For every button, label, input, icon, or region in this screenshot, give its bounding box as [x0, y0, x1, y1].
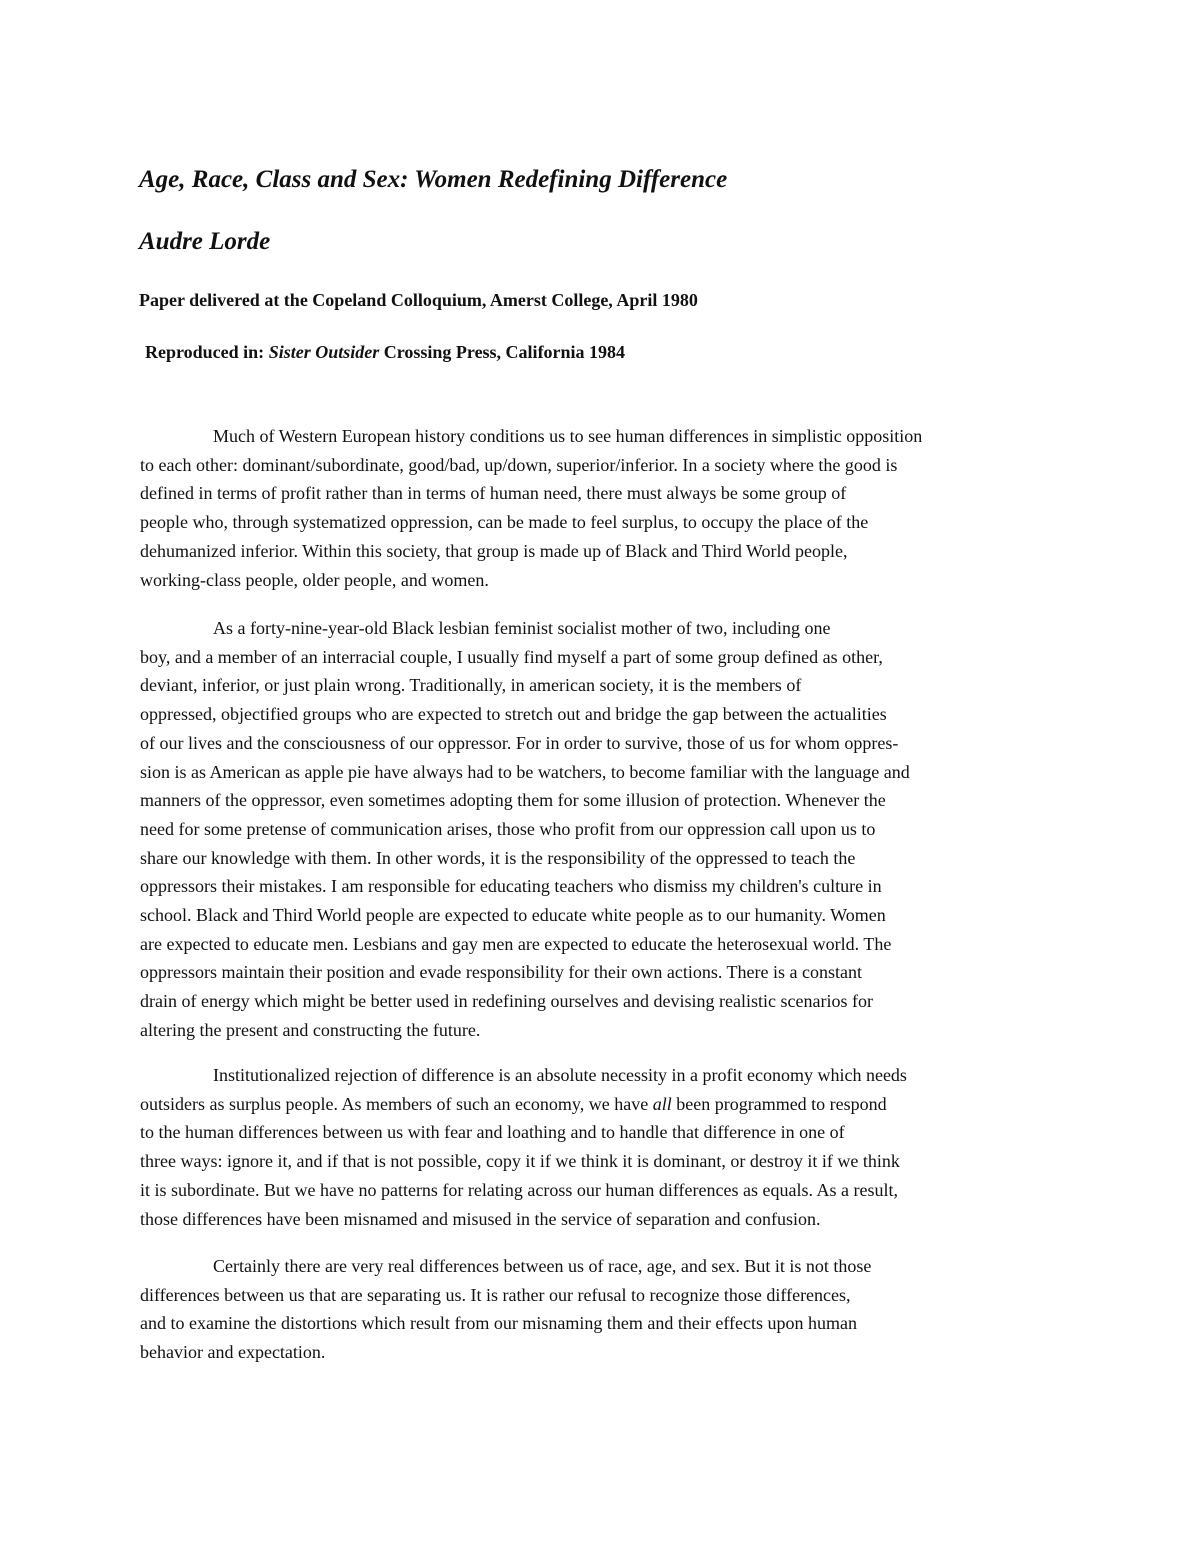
text-line: differences between us that are separating us. It is rather our refusal to recognize those differences,: [140, 1284, 851, 1305]
text-line: of our lives and the consciousness of our oppressor. For in order to survive, those of us for whom oppres-: [140, 732, 899, 753]
text-line: those differences have been misnamed and misused in the service of separation and confusion.: [140, 1208, 821, 1229]
book-title: Sister Outsider: [268, 342, 380, 362]
text-line: share our knowledge with them. In other words, it is the responsibility of the oppressed to teach the: [140, 847, 856, 868]
reproduction-suffix: Crossing Press, California 1984: [379, 342, 626, 362]
reproduction-note: [145, 342, 625, 363]
text-line: As a forty-nine-year-old Black lesbian feminist socialist mother of two, including one: [213, 618, 831, 638]
text-line: working-class people, older people, and women.: [140, 569, 489, 590]
text-fragment: been programmed to respond: [671, 1093, 887, 1114]
text-line: oppressed, objectified groups who are expected to stretch out and bridge the gap between the actualities: [140, 704, 887, 725]
paragraph-4: [140, 1252, 1030, 1367]
document-title: Age, Race, Class and Sex: Women Redefining Difference: [139, 166, 728, 193]
text-line: Certainly there are very real differences between us of race, age, and sex. But it is not those: [213, 1256, 872, 1276]
text-line: drain of energy which might be better used in redefining ourselves and devising realistic scenarios for: [140, 991, 873, 1012]
text-line: people who, through systematized oppression, can be made to feel surplus, to occupy the place of the: [140, 512, 869, 533]
text-line: behavior and expectation.: [140, 1342, 326, 1363]
paragraph-1: [140, 422, 1030, 594]
text-line: to the human differences between us with fear and loathing and to handle that difference in one of: [140, 1122, 845, 1143]
reproduction-prefix: Reproduced in:: [145, 342, 269, 362]
text-line: sion is as American as apple pie have always had to be watchers, to become familiar with the language and: [140, 761, 910, 782]
text-line: three ways: ignore it, and if that is not possible, copy it if we think it is dominant, or destroy it if we think: [140, 1151, 900, 1172]
emphasis-all: all: [652, 1093, 672, 1114]
delivery-note: Paper delivered at the Copeland Colloquium, Amerst College, April 1980: [139, 290, 698, 310]
text-line: altering the present and constructing the future.: [140, 1019, 481, 1040]
text-line: Institutionalized rejection of difference is an absolute necessity in a profit economy which needs: [213, 1065, 907, 1085]
text-line: oppressors maintain their position and evade responsibility for their own actions. There is a constant: [140, 962, 863, 983]
text-line: and to examine the distortions which result from our misnaming them and their effects upon human: [140, 1313, 858, 1334]
paragraph-2: [140, 614, 1030, 1045]
text-line: school. Black and Third World people are expected to educate white people as to our humanity. Women: [140, 905, 886, 926]
paragraph-3: [140, 1061, 1030, 1233]
text-line: need for some pretense of communication arises, those who profit from our oppression call upon us to: [140, 818, 876, 839]
text-line: to each other: dominant/subordinate, good/bad, up/down, superior/inferior. In a society where the good is: [140, 454, 898, 475]
text-line: boy, and a member of an interracial couple, I usually find myself a part of some group defined as other,: [140, 646, 883, 667]
text-line: [140, 1090, 1030, 1119]
text-line: oppressors their mistakes. I am responsible for educating teachers who dismiss my children's culture in: [140, 876, 882, 897]
text-line: are expected to educate men. Lesbians and gay men are expected to educate the heterosexual world. The: [140, 933, 892, 954]
text-line: defined in terms of profit rather than in terms of human need, there must always be some group of: [140, 483, 847, 504]
text-line: dehumanized inferior. Within this society, that group is made up of Black and Third World people,: [140, 540, 848, 561]
text-line: it is subordinate. But we have no patterns for relating across our human differences as equals. As a result,: [140, 1179, 898, 1200]
text-fragment: outsiders as surplus people. As members of such an economy, we have: [140, 1093, 653, 1114]
author-name: Audre Lorde: [139, 228, 271, 255]
text-line: Much of Western European history conditions us to see human differences in simplistic opposition: [213, 426, 923, 446]
text-line: manners of the oppressor, even sometimes adopting them for some illusion of protection. Whenever the: [140, 790, 886, 811]
text-line: deviant, inferior, or just plain wrong. Traditionally, in american society, it is the members of: [140, 675, 802, 696]
